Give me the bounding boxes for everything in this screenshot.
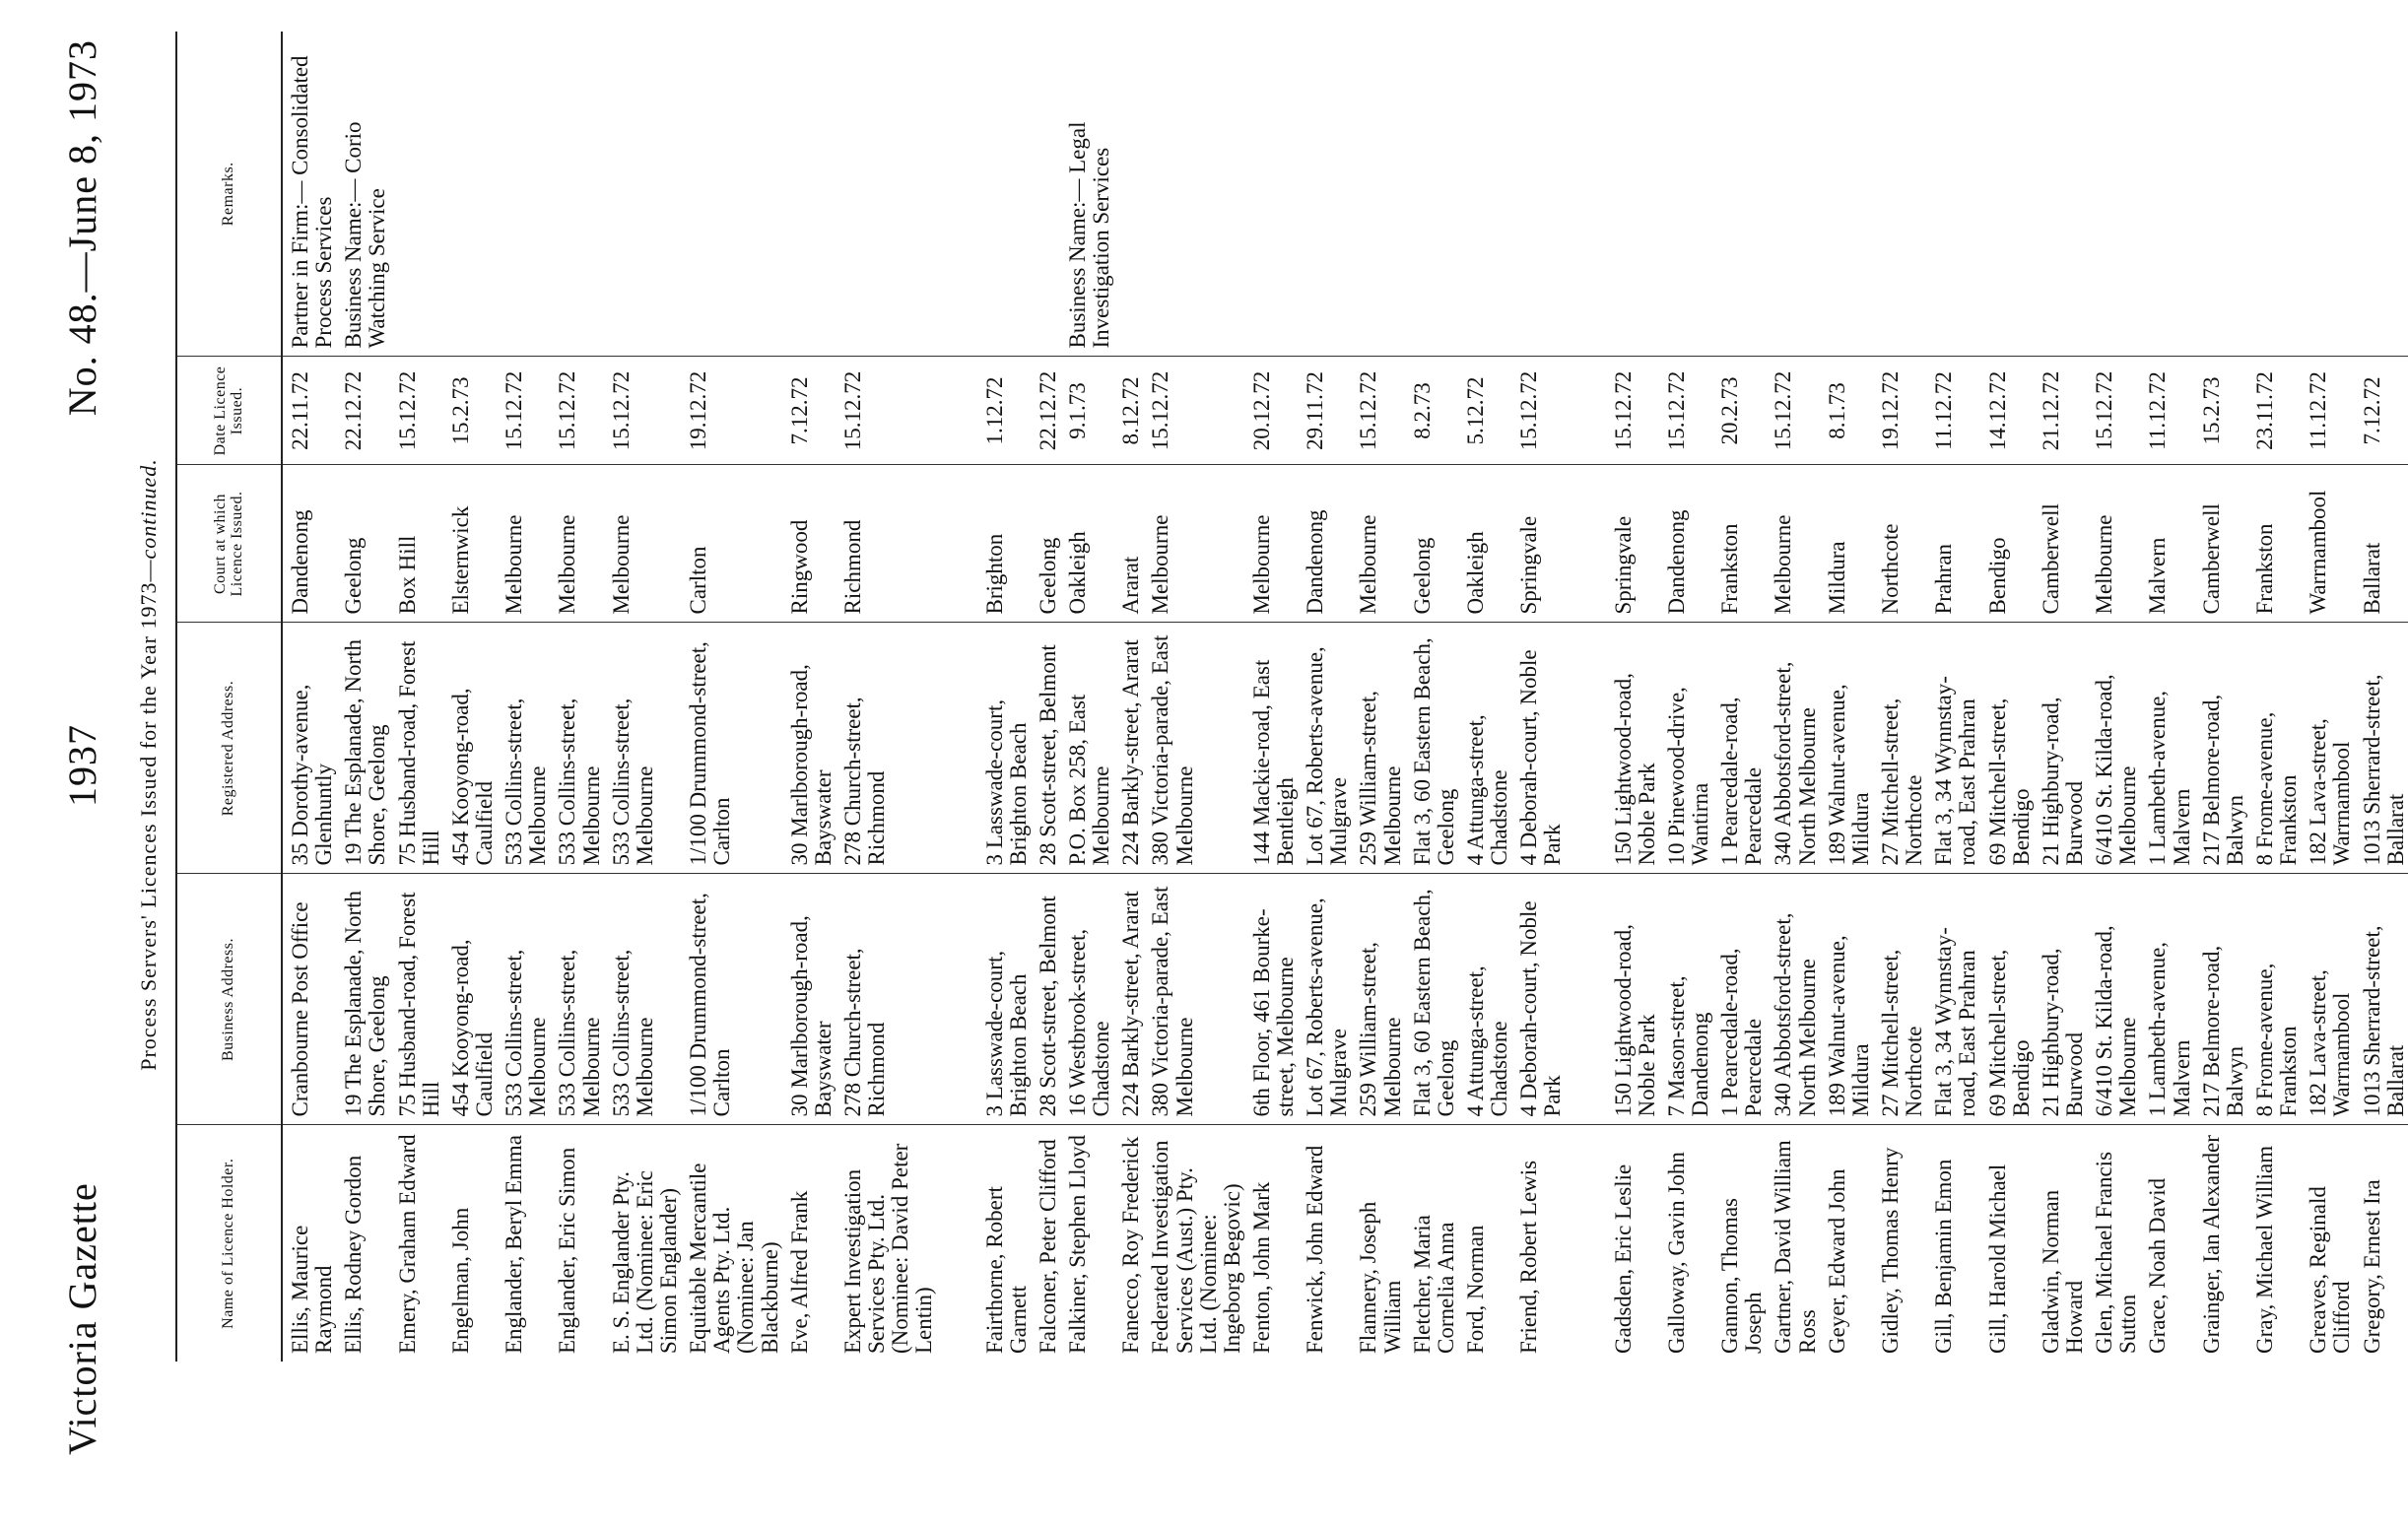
business-address-cell: 278 Church-street, Richmond [836,874,937,1125]
business-address-cell: 533 Collins-street, Melbourne [604,874,681,1125]
business-address-cell: 189 Walnut-avenue, Mildura [1820,874,1873,1125]
table-row [282,32,336,1362]
remarks-cell [1980,32,2034,357]
licence-holder-name-cell: Expert Investigation Services Pty. Ltd. (Nominee: David Peter Lentin) [836,1125,937,1362]
remarks-cell [1113,32,1143,357]
business-address-cell: 3 Lasswade-court, Brighton Beach [977,874,1031,1125]
licence-holder-name-cell: Ellis, Rodney Gordon [336,1125,389,1362]
date-issued-cell: 22.12.72 [1031,357,1060,465]
court-cell: Dandenong [1298,465,1351,623]
licence-holder-name-cell: Gill, Benjamin Emon [1926,1125,1979,1362]
business-address-cell: 19 The Esplanade, North Shore, Geelong [336,874,389,1125]
registered-address-cell: 35 Dorothy-avenue, Glenhuntly [282,623,336,874]
business-address-cell: 6/410 St. Kilda-road, Melbourne [2087,874,2140,1125]
licence-holder-name-cell: Gidley, Thomas Henry [1873,1125,1926,1362]
business-address-cell: Cranbourne Post Office [282,874,336,1125]
table-row [604,32,681,1362]
date-issued-cell: 15.12.72 [604,357,681,465]
remarks-cell [836,32,937,357]
licence-holder-name-cell: Greaves, Reginald Clifford [2301,1125,2354,1362]
licence-holder-name-cell: Flannery, Joseph William [1351,1125,1404,1362]
date-issued-cell: 15.12.72 [550,357,603,465]
date-issued-cell: 22.11.72 [282,357,336,465]
remarks-cell [2247,32,2301,357]
business-address-cell: 454 Kooyong-road, Caulfield [443,874,497,1125]
gap-cell [937,623,977,874]
table-row [1458,32,1511,1362]
court-cell: Richmond [836,465,937,623]
col-header-date: Date Licence Issued. [176,357,282,465]
remarks-cell [2087,32,2140,357]
court-cell: Warrnambool [2301,465,2354,623]
licence-holder-name-cell: E. S. Englander Pty. Ltd. (Nominee: Eric Simon Englander) [604,1125,681,1362]
table-row [1405,32,1458,1362]
registered-address-cell: 259 William-street, Melbourne [1351,623,1404,874]
court-cell: Northcote [1873,465,1926,623]
licence-holder-name-cell: Friend, Robert Lewis [1511,1125,1565,1362]
registered-address-cell: 144 Mackie-road, East Bentleigh [1244,623,1298,874]
registered-address-cell: 28 Scott-street, Belmont [1031,623,1060,874]
remarks-cell [782,32,836,357]
col-header-business-address: Business Address. [176,874,282,1125]
gap-cell [937,32,977,357]
remarks-cell [1143,32,1244,357]
gap-cell [1566,1125,1606,1362]
remarks-cell [1820,32,1873,357]
remarks-cell [2140,32,2193,357]
court-cell: Frankston [1712,465,1766,623]
business-address-cell: 16 Westbrook-street, Chadstone [1060,874,1113,1125]
remarks-cell [1926,32,1979,357]
licence-holder-name-cell: Federated Investigation Services (Aust.) Pty. Ltd. (Nominee: Ingeborg Begovic) [1143,1125,1244,1362]
business-address-cell: 340 Abbotsford-street, North Melbourne [1766,874,1819,1125]
registered-address-cell: 1/100 Drummond-street, Carlton [681,623,782,874]
business-address-cell: 6th Floor, 461 Bourke-street, Melbourne [1244,874,1298,1125]
court-cell: Camberwell [2194,465,2247,623]
date-issued-cell: 20.12.72 [1244,357,1298,465]
table-row [1060,32,1113,1362]
gap-cell [937,1125,977,1362]
court-cell: Melbourne [604,465,681,623]
registered-address-cell: 10 Pinewood-drive, Wantirna [1659,623,1712,874]
date-issued-cell: 8.1.73 [1820,357,1873,465]
court-cell: Melbourne [1351,465,1404,623]
table-row [497,32,550,1362]
licence-holder-name-cell: Falkiner, Stephen Lloyd [1060,1125,1113,1362]
registered-address-cell: 1013 Sherrard-street, Ballarat [2355,623,2408,874]
licence-holder-name-cell: Englander, Beryl Emma [497,1125,550,1362]
table-row [1606,32,1659,1362]
page-number: 1937 [60,724,104,807]
licence-holder-name-cell: Ford, Norman [1458,1125,1511,1362]
licence-holder-name-cell: Fenton, John Mark [1244,1125,1298,1362]
business-address-cell: 4 Attunga-street, Chadstone [1458,874,1511,1125]
date-issued-cell: 23.11.72 [2247,357,2301,465]
court-cell: Springvale [1606,465,1659,623]
business-address-cell: 69 Mitchell-street, Bendigo [1980,874,2034,1125]
remarks-cell [1606,32,1659,357]
table-row [1511,32,1565,1362]
business-address-cell: Lot 67, Roberts-avenue, Mulgrave [1298,874,1351,1125]
remarks-cell [2355,32,2408,357]
court-cell: Melbourne [550,465,603,623]
registered-address-cell: 454 Kooyong-road, Caulfield [443,623,497,874]
gap-cell [1566,32,1606,357]
court-cell: Mildura [1820,465,1873,623]
licence-holder-name-cell: Falconer, Peter Clifford [1031,1125,1060,1362]
col-header-registered-address: Registered Address. [176,623,282,874]
remarks-cell [2301,32,2354,357]
table-row [1113,32,1143,1362]
remarks-cell: Partner in Firm:— Consolidated Process Services [288,55,337,349]
court-cell: Oakleigh [1060,465,1113,623]
licence-holder-name-cell: Fairthorne, Robert Garnett [977,1125,1031,1362]
licence-holder-name-cell: Gannon, Thomas Joseph [1712,1125,1766,1362]
table-row [782,32,836,1362]
court-cell: Prahran [1926,465,1979,623]
licence-holder-name-cell: Equitable Mercantile Agents Pty. Ltd. (Nominee: Jan Blackburne) [681,1125,782,1362]
licence-holder-name-cell: Emery, Graham Edward [390,1125,443,1362]
registered-address-cell: Lot 67, Roberts-avenue, Mulgrave [1298,623,1351,874]
remarks-cell [977,32,1031,357]
court-cell: Ararat [1113,465,1143,623]
court-cell: Melbourne [1143,465,1244,623]
remarks-cell [443,32,497,357]
table-row [1659,32,1712,1362]
date-issued-cell: 15.12.72 [2087,357,2140,465]
licence-holder-name-cell: Fenwick, John Edward [1298,1125,1351,1362]
table-row [2087,32,2140,1362]
gap-cell [937,465,977,623]
table-row [390,32,443,1362]
licence-holder-name-cell: Eve, Alfred Frank [782,1125,836,1362]
table-row [2247,32,2301,1362]
table-row [1926,32,1979,1362]
table-row [2034,32,2087,1362]
table-body [282,32,2408,1362]
date-issued-cell: 19.12.72 [681,357,782,465]
court-cell: Melbourne [1244,465,1298,623]
section-gap [1566,32,1606,1362]
date-issued-cell: 20.2.73 [1712,357,1766,465]
date-issued-cell: 9.1.73 [1060,357,1113,465]
registered-address-cell: 3 Lasswade-court, Brighton Beach [977,623,1031,874]
remarks-cell [1712,32,1766,357]
table-row [1712,32,1766,1362]
remarks-cell [1873,32,1926,357]
table-row [681,32,782,1362]
remarks-cell [1511,32,1565,357]
business-address-cell: 7 Mason-street, Dandenong [1659,874,1712,1125]
court-cell: Elsternwick [443,465,497,623]
table-row [1244,32,1298,1362]
registered-address-cell: 19 The Esplanade, North Shore, Geelong [336,623,389,874]
court-cell: Bendigo [1980,465,2034,623]
registered-address-cell: 150 Lightwood-road, Noble Park [1606,623,1659,874]
date-issued-cell: 15.12.72 [1606,357,1659,465]
licence-holder-name-cell: Glen, Michael Francis Sutton [2087,1125,2140,1362]
table-row [2355,32,2408,1362]
remarks-cell: Business Name:— Corio Watching Service [341,121,390,349]
date-issued-cell: 15.12.72 [497,357,550,465]
business-address-cell: Flat 3, 34 Wynnstay-road, East Prahran [1926,874,1979,1125]
registered-address-cell: 27 Mitchell-street, Northcote [1873,623,1926,874]
registered-address-cell: 224 Barkly-street, Ararat [1113,623,1143,874]
business-address-cell: 27 Mitchell-street, Northcote [1873,874,1926,1125]
table-row [1298,32,1351,1362]
court-cell: Geelong [1405,465,1458,623]
remarks-cell [1244,32,1298,357]
business-address-cell: 1013 Sherrard-street, Ballarat [2355,874,2408,1125]
registered-address-cell: 182 Lava-street, Warrnambool [2301,623,2354,874]
table-row [1031,32,1060,1362]
date-issued-cell: 15.12.72 [1511,357,1565,465]
registered-address-cell: 533 Collins-street, Melbourne [550,623,603,874]
remarks-cell [2194,32,2247,357]
business-address-cell: 21 Highbury-road, Burwood [2034,874,2087,1125]
court-cell: Ballarat [2355,465,2408,623]
table-row [836,32,937,1362]
date-issued-cell: 15.2.73 [2194,357,2247,465]
court-cell: Oakleigh [1458,465,1511,623]
business-address-cell: 1 Pearcedale-road, Pearcedale [1712,874,1766,1125]
business-address-cell: 533 Collins-street, Melbourne [497,874,550,1125]
col-header-court: Court at which Licence Issued. [176,465,282,623]
remarks-cell [1659,32,1712,357]
table-row [1980,32,2034,1362]
remarks-cell [390,32,443,357]
gap-cell [1566,623,1606,874]
court-cell: Camberwell [2034,465,2087,623]
registered-address-cell: 189 Walnut-avenue, Mildura [1820,623,1873,874]
col-header-remarks: Remarks. [176,32,282,357]
licence-holder-name-cell: Gill, Harold Michael [1980,1125,2034,1362]
table-caption-continued: continued. [136,458,161,560]
date-issued-cell: 11.12.72 [1926,357,1979,465]
registered-address-cell: Flat 3, 60 Eastern Beach, Geelong [1405,623,1458,874]
business-address-cell: 533 Collins-street, Melbourne [550,874,603,1125]
court-cell: Box Hill [390,465,443,623]
court-cell: Melbourne [497,465,550,623]
date-issued-cell: 19.12.72 [1873,357,1926,465]
court-cell: Geelong [1031,465,1060,623]
registered-address-cell: 4 Deborah-court, Noble Park [1511,623,1565,874]
table-row [2194,32,2247,1362]
table-row [2140,32,2193,1362]
business-address-cell: 182 Lava-street, Warrnambool [2301,874,2354,1125]
court-cell: Brighton [977,465,1031,623]
business-address-cell: 217 Belmore-road, Balwyn [2194,874,2247,1125]
table-row [336,32,389,1362]
licence-holder-name-cell: Gadsden, Eric Leslie [1606,1125,1659,1362]
remarks-cell [1298,32,1351,357]
registered-address-cell: 217 Belmore-road, Balwyn [2194,623,2247,874]
issue-date: No. 48.—June 8, 1973 [60,39,104,417]
registered-address-cell: 69 Mitchell-street, Bendigo [1980,623,2034,874]
date-issued-cell: 11.12.72 [2140,357,2193,465]
licence-holder-name-cell: Geyer, Edward John [1820,1125,1873,1362]
registered-address-cell: 6/410 St. Kilda-road, Melbourne [2087,623,2140,874]
date-issued-cell: 5.12.72 [1458,357,1511,465]
remarks-cell [497,32,550,357]
date-issued-cell: 15.12.72 [1766,357,1819,465]
remarks-cell [1458,32,1511,357]
court-cell: Carlton [681,465,782,623]
remarks-cell [604,32,681,357]
gap-cell [937,357,977,465]
date-issued-cell: 15.12.72 [390,357,443,465]
date-issued-cell: 22.12.72 [336,357,389,465]
date-issued-cell: 8.2.73 [1405,357,1458,465]
table-row [1766,32,1819,1362]
business-address-cell: 1/100 Drummond-street, Carlton [681,874,782,1125]
registered-address-cell: 1 Pearcedale-road, Pearcedale [1712,623,1766,874]
business-address-cell: 75 Husband-road, Forest Hill [390,874,443,1125]
court-cell: Dandenong [1659,465,1712,623]
gap-cell [937,874,977,1125]
licence-holder-name-cell: Fanecco, Roy Frederick [1113,1125,1143,1362]
court-cell: Melbourne [1766,465,1819,623]
court-cell: Ringwood [782,465,836,623]
table-row [1351,32,1404,1362]
business-address-cell: 8 Frome-avenue, Frankston [2247,874,2301,1125]
remarks-cell [1405,32,1458,357]
court-cell: Dandenong [282,465,336,623]
table-row [2301,32,2354,1362]
licence-holder-name-cell: Galloway, Gavin John [1659,1125,1712,1362]
licence-holder-name-cell: Gartner, David William Ross [1766,1125,1819,1362]
table-caption [136,0,162,1529]
licence-holder-name-cell: Gray, Michael William [2247,1125,2301,1362]
remarks-cell: Business Name:— Legal Investigation Services [1064,121,1114,349]
section-gap [937,32,977,1362]
remarks-cell [1351,32,1404,357]
business-address-cell: 259 William-street, Melbourne [1351,874,1404,1125]
licence-holder-name-cell: Grace, Noah David [2140,1125,2193,1362]
date-issued-cell: 8.12.72 [1113,357,1143,465]
header-row [176,32,282,1362]
date-issued-cell: 7.12.72 [782,357,836,465]
date-issued-cell: 15.12.72 [1351,357,1404,465]
publication-title: Victoria Gazette [60,1182,104,1455]
business-address-cell: 28 Scott-street, Belmont [1031,874,1060,1125]
date-issued-cell: 11.12.72 [2301,357,2354,465]
licences-table [175,32,2408,1362]
remarks-cell [550,32,603,357]
date-issued-cell: 15.12.72 [1659,357,1712,465]
business-address-cell: 150 Lightwood-road, Noble Park [1606,874,1659,1125]
court-cell: Springvale [1511,465,1565,623]
business-address-cell: 380 Victoria-parade, East Melbourne [1143,874,1244,1125]
registered-address-cell: P.O. Box 258, East Melbourne [1060,623,1113,874]
court-cell: Melbourne [2087,465,2140,623]
table-row [1143,32,1244,1362]
registered-address-cell: 75 Husband-road, Forest Hill [390,623,443,874]
licence-holder-name-cell: Englander, Eric Simon [550,1125,603,1362]
business-address-cell: 1 Lambeth-avenue, Malvern [2140,874,2193,1125]
table-row [550,32,603,1362]
licence-holder-name-cell: Fletcher, Maria Cornelia Anna [1405,1125,1458,1362]
table-row [443,32,497,1362]
remarks-cell [2034,32,2087,357]
business-address-cell: 4 Deborah-court, Noble Park [1511,874,1565,1125]
registered-address-cell: 380 Victoria-parade, East Melbourne [1143,623,1244,874]
registered-address-cell: 21 Highbury-road, Burwood [2034,623,2087,874]
licence-holder-name-cell: Gregory, Ernest Ira [2355,1125,2408,1362]
gap-cell [1566,465,1606,623]
date-issued-cell: 14.12.72 [1980,357,2034,465]
business-address-cell: 224 Barkly-street, Ararat [1113,874,1143,1125]
date-issued-cell: 29.11.72 [1298,357,1351,465]
registered-address-cell: 340 Abbotsford-street, North Melbourne [1766,623,1819,874]
business-address-cell: 30 Marlborough-road, Bayswater [782,874,836,1125]
table-header [176,32,282,1362]
registered-address-cell: 30 Marlborough-road, Bayswater [782,623,836,874]
registered-address-cell: 533 Collins-street, Melbourne [604,623,681,874]
table-row [977,32,1031,1362]
date-issued-cell: 15.12.72 [836,357,937,465]
court-cell: Malvern [2140,465,2193,623]
registered-address-cell: 4 Attunga-street, Chadstone [1458,623,1511,874]
table-row [1873,32,1926,1362]
court-cell: Frankston [2247,465,2301,623]
date-issued-cell: 1.12.72 [977,357,1031,465]
court-cell: Geelong [336,465,389,623]
remarks-cell [681,32,782,357]
business-address-cell: Flat 3, 60 Eastern Beach, Geelong [1405,874,1458,1125]
remarks-cell [1766,32,1819,357]
licence-holder-name-cell: Ellis, Maurice Raymond [282,1125,336,1362]
col-header-name: Name of Licence Holder. [176,1125,282,1362]
table-row [1820,32,1873,1362]
remarks-cell [1031,32,1060,357]
date-issued-cell: 7.12.72 [2355,357,2408,465]
licence-holder-name-cell: Grainger, Ian Alexander [2194,1125,2247,1362]
table-caption-title: Process Servers' Licences Issued for the Year 1973— [136,559,161,1071]
registered-address-cell: 1 Lambeth-avenue, Malvern [2140,623,2193,874]
date-issued-cell: 15.2.73 [443,357,497,465]
gap-cell [1566,874,1606,1125]
date-issued-cell: 21.12.72 [2034,357,2087,465]
registered-address-cell: 533 Collins-street, Melbourne [497,623,550,874]
registered-address-cell: Flat 3, 34 Wynnstay-road, East Prahran [1926,623,1979,874]
registered-address-cell: 278 Church-street, Richmond [836,623,937,874]
licence-holder-name-cell: Engelman, John [443,1125,497,1362]
date-issued-cell: 15.12.72 [1143,357,1244,465]
registered-address-cell: 8 Frome-avenue, Frankston [2247,623,2301,874]
licence-holder-name-cell: Gladwin, Norman Howard [2034,1125,2087,1362]
gap-cell [1566,357,1606,465]
